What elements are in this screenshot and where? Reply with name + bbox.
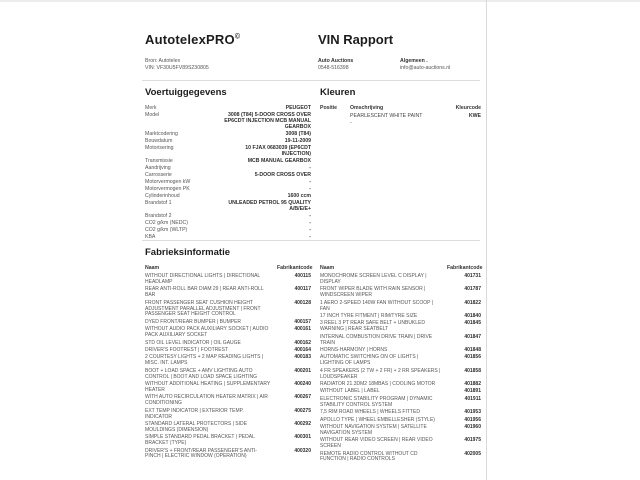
color-row-omschrijving: PEARLESCENT WHITE PAINT — [350, 113, 423, 119]
factory-row-name: 4 FR SPEAKERS (2 TW + 2 FR) + 2 RR SPEAKERS | LOUDSPEAKER — [320, 367, 441, 380]
factory-row-code: 400240 — [294, 381, 311, 387]
factory-row — [320, 348, 481, 354]
factory-row-code: 401856 — [464, 354, 481, 361]
vin-line: VIN: VF30U5FV89S230805 — [145, 64, 209, 71]
color-row-omschrijving: - — [350, 120, 352, 126]
factory-row-name: SIMPLE STANDARD PEDAL BRACKET | PEDAL BRACKET (TYPE) — [145, 434, 255, 447]
contact-auctions — [318, 58, 390, 71]
factory-row-code: 400320 — [294, 447, 311, 454]
vehicle-row — [145, 131, 311, 137]
factory-row-code: 401956 — [464, 416, 481, 423]
factory-row-code: 400292 — [294, 420, 311, 427]
factory-row-code: 401882 — [464, 381, 481, 387]
factory-row — [145, 435, 311, 447]
factory-row-code: 401953 — [464, 409, 481, 416]
vehicle-row-label: Aandrijving — [145, 165, 171, 171]
vehicle-row-value: - — [309, 213, 311, 219]
factory-row-code: 402005 — [464, 450, 481, 457]
factory-row-name: WITHOUT ADDITIONAL HEATING | SUPPLEMENTARY HEATER — [145, 381, 271, 393]
factory-row — [320, 355, 481, 367]
factory-right-header-code: Fabrikantcode — [447, 265, 483, 271]
factory-left-header-name: Naam — [145, 265, 160, 271]
factory-row-name: 17 INCH TYRE FITMENT | RIM/TYRE SIZE — [320, 312, 418, 319]
vehicle-row — [145, 158, 311, 164]
factory-row-name: 2 COURTESY LIGHTS + 2 MAP READING LIGHTS | MISC. INT. LAMPS — [145, 354, 264, 367]
factory-row — [320, 321, 481, 333]
app-title-text: AutotelexPRO — [145, 32, 235, 47]
vehicle-row-value: - — [309, 227, 311, 233]
factory-row — [320, 314, 481, 320]
factory-right-header — [320, 265, 481, 271]
factory-row — [320, 425, 481, 437]
factory-row — [320, 397, 481, 409]
factory-right-header-name: Naam — [320, 265, 335, 271]
contact-general — [400, 58, 472, 71]
factory-row-code: 400128 — [294, 299, 311, 306]
vehicle-row-label: Motorvermogen kW — [145, 179, 191, 185]
factory-row — [320, 452, 481, 464]
factory-row-code: 400201 — [294, 367, 311, 374]
factory-row — [320, 369, 481, 381]
factory-row-name: STANDARD LATERAL PROTECTORS | SIDE MOULDINGS (DIMENSION) — [145, 420, 247, 433]
factory-left-header — [145, 265, 311, 271]
vehicle-row-value: 3008 (T84) 5-DOOR CROSS OVER EP6CDT INJECTION MCB MANUAL GEARBOX — [224, 112, 311, 130]
factory-row-code: 401731 — [464, 273, 481, 279]
factory-row-name: WITH AUTO RECIRCULATION HEATER MATRIX | AIR CONDITIONING — [145, 394, 268, 407]
vehicle-row-value: - — [309, 165, 311, 171]
factory-row — [145, 320, 311, 326]
vehicle-row-label: KBA — [145, 234, 156, 240]
factory-row-name: STD OIL LEVEL INDICATOR | OIL GAUGE — [145, 339, 241, 346]
vehicle-row-label: Brandstof 2 — [145, 213, 172, 219]
vehicle-section-title: Voertuiggegevens — [145, 87, 227, 98]
factory-row-code: 401840 — [464, 312, 481, 319]
vehicle-row-value: 5-DOOR CROSS OVER — [254, 172, 311, 178]
factory-row-name: AUTOMATIC SWITCHING ON OF LIGHTS | LIGHTING OF LAMPS — [320, 354, 419, 367]
vehicle-row-value: 3008 (T84) — [285, 131, 311, 137]
factory-row-code: 401822 — [464, 299, 481, 306]
factory-row-name: REMOTE RADIO CONTROL WITHOUT CD FUNCTION | RADIO CONTROLS — [320, 450, 418, 463]
vehicle-row-value: - — [309, 220, 311, 226]
colors-header-row — [320, 105, 481, 111]
factory-row-name: HORNS-HARMONY | HORNS — [320, 346, 388, 353]
factory-row-code: 400275 — [294, 407, 311, 414]
factory-row-code: 401960 — [464, 423, 481, 430]
factory-row — [145, 274, 311, 286]
color-row-positie — [320, 120, 350, 126]
contact-general-name: Algemeen . — [400, 58, 428, 64]
factory-row-name: FRONT PASSENGER SEAT CUSHION HEIGHT ADJUSTMENT PARALLEL ADJUSTMENT | FRONT PASSENGER SEAT HEIGHT CONTROL — [145, 299, 261, 318]
factory-row — [145, 341, 311, 347]
factory-row-name: BOOT + LOAD SPACE + AMV LIGHTING AUTO CONTROL | BOOT AND LOAD SPACE LIGHTING — [145, 367, 258, 380]
factory-row-name: DRIVER'S + FRONT/REAR PASSENGER'S ANTI-PINCH | ELECTRIC WINDOW (OPERATION) — [145, 447, 257, 460]
factory-row-code: 401858 — [464, 367, 481, 374]
app-title — [145, 32, 313, 47]
factory-row-code: 400157 — [294, 318, 311, 325]
vehicle-row-value: 10 FJAX 0683039 (EP6CDT INJECTION) — [245, 145, 311, 157]
factory-row-name: EXT TEMP INDICATOR | EXTERIOR TEMP. INDICATOR — [145, 407, 244, 420]
report-source-block — [145, 58, 313, 71]
vehicle-row-label: CO2 g/km (WLTP) — [145, 227, 188, 233]
contact-auctions-phone: 0548-516398 — [318, 64, 349, 71]
vehicle-row-label: Cylinderinhoud — [145, 193, 180, 199]
factory-row — [145, 395, 311, 407]
color-row-kleurcode — [445, 120, 481, 126]
page-right-edge — [486, 0, 487, 480]
factory-left-rows — [145, 274, 311, 460]
factory-row-code: 401891 — [464, 388, 481, 395]
factory-row-name: REAR ANTI-ROLL BAR DIAM 29 | REAR ANTI-ROLL BAR — [145, 286, 264, 299]
contact-general-email: info@auto-auctions.nl — [400, 64, 451, 71]
factory-row — [145, 287, 311, 299]
vehicle-row — [145, 227, 311, 233]
factory-row-code: 400117 — [294, 286, 311, 293]
factory-row — [145, 449, 311, 461]
factory-row-name: APOLLO TYPE | WHEEL EMBELLESHER (STYLE) — [320, 416, 435, 423]
vehicle-row-label: Merk — [145, 105, 157, 111]
factory-row-code: 400183 — [294, 354, 311, 361]
vehicle-row-label: Carrosserie — [145, 172, 172, 178]
factory-left-header-code: Fabrikantcode — [277, 265, 313, 271]
factory-row — [320, 389, 481, 395]
factory-right-rows — [320, 274, 481, 463]
vehicle-row-label: Marktcodering — [145, 131, 178, 137]
vehicle-row-label: CO2 g/km (NEDC) — [145, 220, 188, 226]
factory-column-left — [145, 265, 311, 465]
factory-row — [320, 301, 481, 313]
factory-row-name: WITHOUT DIRECTIONAL LIGHTS | DIRECTIONAL HEADLAMP — [145, 273, 261, 285]
factory-row-name: 3 REEL 3 PT REAR SAFE BELT + UNBUKLED WARNING | REAR SEATBELT — [320, 320, 425, 333]
vehicle-row-label: Brandstof 1 — [145, 200, 172, 206]
factory-section-title: Fabrieksinformatie — [145, 247, 230, 258]
report-title: VIN Rapport — [318, 32, 394, 47]
vehicle-row-label: Model — [145, 112, 160, 118]
factory-row-name: ELECTRONIC STABILITY PROGRAM | DYNAMIC STABILITY CONTROL SYSTEM — [320, 395, 433, 408]
factory-row — [320, 274, 481, 286]
factory-row — [320, 287, 481, 299]
section-divider-1 — [142, 80, 480, 81]
page-top-edge — [0, 0, 640, 2]
vehicle-rows — [145, 105, 311, 240]
vehicle-row — [145, 220, 311, 226]
color-row — [320, 120, 481, 126]
source-line: Bron: Autotelex — [145, 58, 181, 64]
factory-row-code: 400115 — [294, 273, 311, 279]
color-row-kleurcode: KWE — [468, 113, 481, 119]
vehicle-row-value: MCB MANUAL GEARBOX — [247, 158, 311, 164]
vehicle-row — [145, 200, 311, 212]
vehicle-row-value: 1600 ccm — [287, 193, 311, 199]
factory-row-name: DRIVER'S FOOTREST | FOOTREST — [145, 346, 229, 353]
factory-row-code: 400301 — [294, 434, 311, 441]
vehicle-row — [145, 105, 311, 111]
factory-row — [320, 410, 481, 416]
factory-row — [145, 348, 311, 354]
color-row — [320, 113, 481, 119]
factory-row — [320, 438, 481, 450]
vehicle-row-label: Motorisering — [145, 145, 174, 151]
colors-rows — [320, 113, 481, 126]
factory-row-name: WITHOUT LABEL | LABEL — [320, 388, 380, 395]
vehicle-row-label: Motorvermogen PK — [145, 186, 190, 192]
vehicle-row — [145, 179, 311, 185]
factory-row-code: 401911 — [464, 395, 481, 402]
header-left — [145, 32, 313, 71]
vehicle-section — [145, 87, 311, 241]
factory-column-right — [320, 265, 481, 465]
colors-header-omschrijving: Omschrijving — [350, 105, 384, 111]
vehicle-row — [145, 112, 311, 130]
factory-columns — [145, 265, 481, 465]
color-row-positie — [320, 113, 350, 119]
factory-row-name: RADIATOR 21.3DM2 18MBAS | COOLING MOTOR — [320, 381, 436, 387]
factory-row-code: 401975 — [464, 437, 481, 444]
factory-row — [320, 382, 481, 388]
vehicle-row-value: UNLEADED PETROL 95 QUALITY A/B/E/E+ — [228, 200, 311, 212]
vehicle-row — [145, 186, 311, 192]
vehicle-row-label: Bouwdatum — [145, 138, 173, 144]
vehicle-row — [145, 213, 311, 219]
factory-row — [145, 369, 311, 381]
vehicle-row — [145, 138, 311, 144]
factory-row-name: INTERNAL COMBUSTION DRIVE TRAIN | DRIVE TRAIN — [320, 333, 433, 346]
factory-row-code: 401787 — [464, 286, 481, 293]
factory-row-code: 401845 — [464, 320, 481, 327]
vehicle-row-value: - — [309, 234, 311, 240]
vehicle-row — [145, 145, 311, 157]
factory-row — [320, 418, 481, 424]
factory-row-name: DYED FRONT/REAR BUMPER | BUMPER — [145, 318, 242, 325]
section-divider-2 — [142, 240, 480, 241]
vehicle-row — [145, 193, 311, 199]
factory-row — [145, 382, 311, 394]
factory-row — [320, 335, 481, 347]
factory-row-name: WITHOUT NAVIGATION SYSTEM | SATELLITE NAVIGATION SYSTEM — [320, 423, 427, 436]
vehicle-row-label: Transmissie — [145, 158, 173, 164]
header-right — [318, 32, 482, 71]
factory-row — [145, 422, 311, 434]
factory-row — [145, 409, 311, 421]
factory-row-name: WITHOUT REAR VIDEO SCREEN | REAR VIDEO SCREEN — [320, 437, 433, 450]
factory-row-name: 7,5 RIM ROAD WHEELS | WHEELS FITTED — [320, 409, 420, 416]
factory-row-name: MONOCHROME SCREEN LEVEL C DISPLAY | DISPLAY — [320, 273, 427, 285]
factory-row-code: 400162 — [294, 339, 311, 346]
factory-row — [145, 355, 311, 367]
factory-row-name: WITHOUT AUDIO PACK AUXILIARY SOCKET | AUDIO PACK AUXILIARY SOCKET — [145, 326, 269, 339]
vehicle-row-value: 19-11-2009 — [284, 138, 311, 144]
factory-row-code: 401847 — [464, 333, 481, 340]
factory-row-name: 1 AERO 2-SPEED 140W FAN WITHOUT SCOOP | FAN — [320, 299, 434, 312]
colors-section — [320, 87, 481, 127]
colors-section-title: Kleuren — [320, 87, 356, 98]
colors-header-positie: Positie — [320, 105, 338, 111]
factory-row-code: 401848 — [464, 346, 481, 353]
factory-row-code: 400267 — [294, 394, 311, 401]
contact-auctions-name: Auto Auctions — [318, 58, 354, 64]
factory-row-code: 400164 — [294, 346, 311, 353]
copyright-mark: © — [234, 33, 241, 41]
factory-row — [145, 301, 311, 319]
vehicle-row — [145, 165, 311, 171]
factory-row-name: FRONT WIPER BLADE WITH RAIN SENSOR | WINDSCREEN WIPER — [320, 286, 426, 299]
vehicle-row-value: - — [309, 179, 311, 185]
vehicle-row-value: PEUGEOT — [285, 105, 311, 111]
factory-row — [145, 327, 311, 339]
contact-blocks — [318, 58, 482, 71]
vehicle-row-value: - — [309, 186, 311, 192]
vehicle-row — [145, 172, 311, 178]
factory-row-code: 400161 — [294, 326, 311, 333]
colors-header-kleurcode: Kleurcode — [455, 105, 481, 111]
factory-section — [145, 247, 481, 465]
